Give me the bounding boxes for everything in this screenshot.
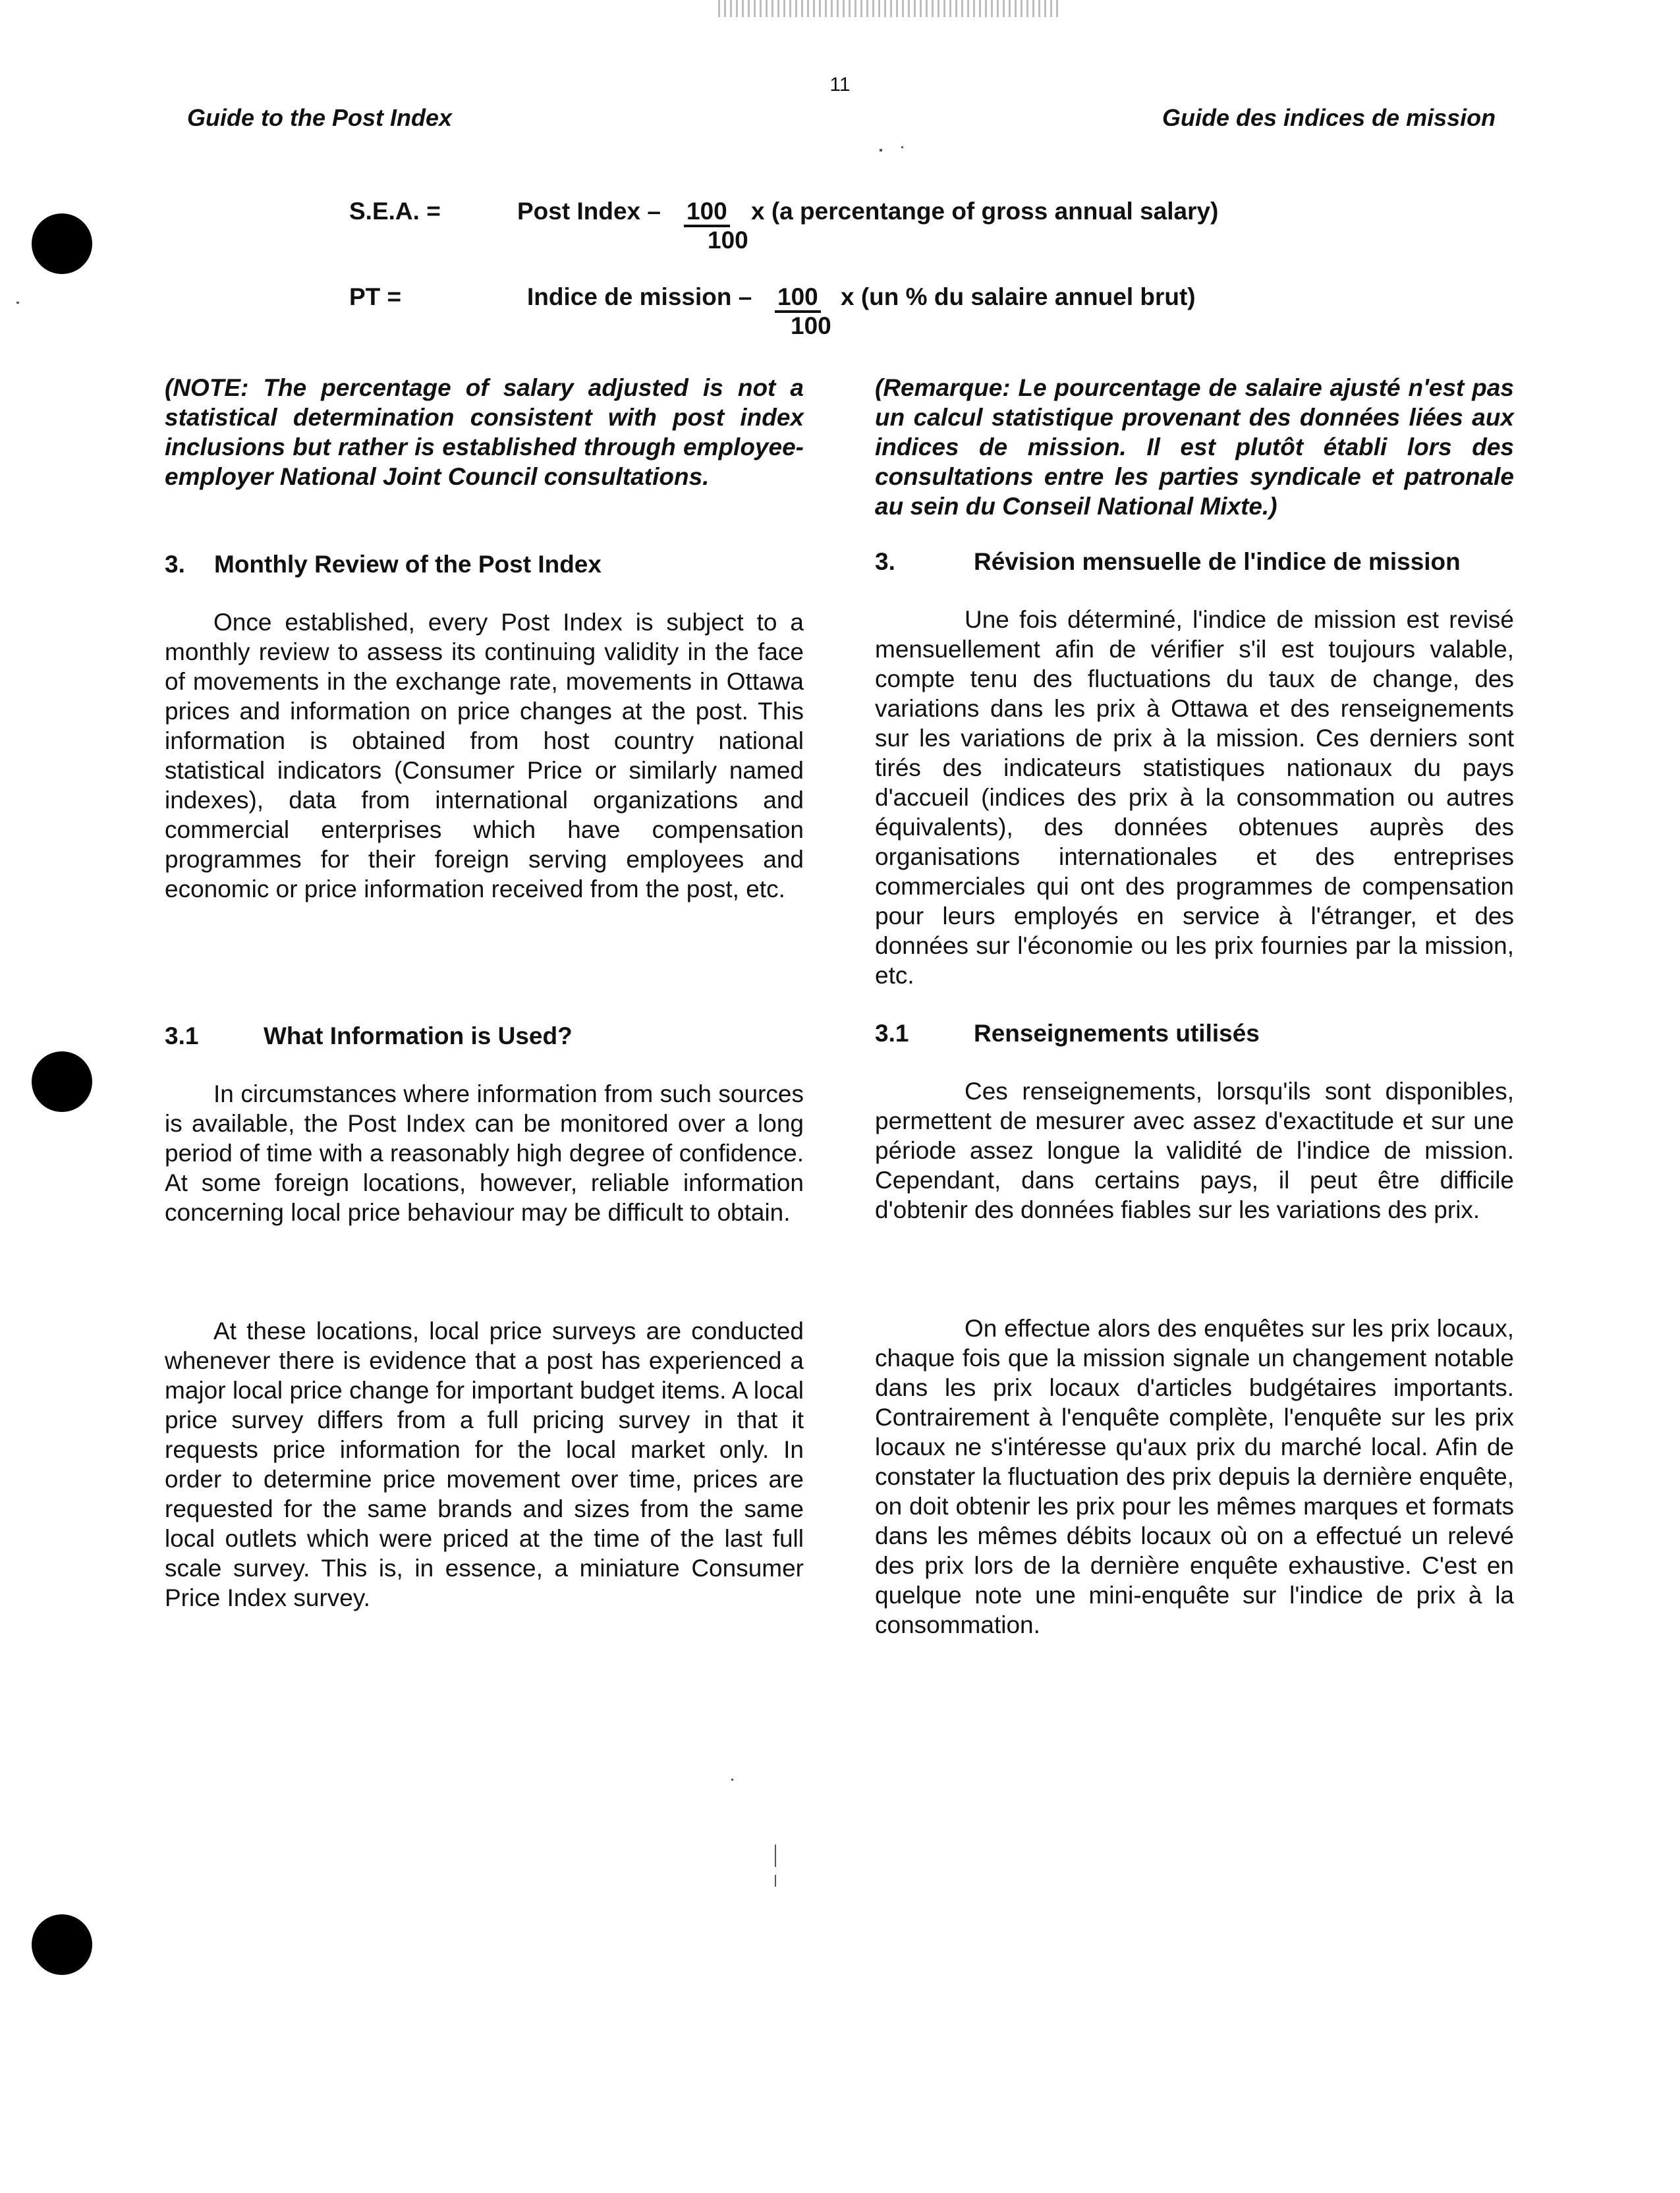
scan-speck <box>16 302 19 304</box>
formula-sea-term: Post Index – <box>517 198 661 225</box>
section-title: Renseignements utilisés <box>974 1020 1260 1047</box>
french-section31-paragraph2: On effectue alors des enquêtes sur les prix locaux, chaque fois que la mission signale un changement notable dans les prix locaux d'articles budgétaires importants. Contrairement à l'enquête complète, l'enquête sur les prix locaux ne s'intéresse qu'aux prix du marché local. Afin de constater la fluctuation des prix depuis la dernière enquête, on doit obtenir les prix pour les mêmes marques et formats dans les mêmes débits locaux où on a effectué un relevé des prix lors de la dernière enquête exhaustive. C'est en quelque note une mini-enquête sur l'indice de prix à la consommation. <box>875 1315 1514 1638</box>
punch-hole-top <box>32 213 92 274</box>
english-section3-heading <box>165 549 804 579</box>
scan-artifact-top <box>718 0 1061 17</box>
scan-speck <box>775 1875 776 1887</box>
page-number: 11 <box>829 74 851 96</box>
punch-hole-middle <box>32 1051 92 1112</box>
section-title: What Information is Used? <box>264 1022 573 1049</box>
english-section3-paragraph: Once established, every Post Index is subject to a monthly review to assess its continuing validity in the face of movements in the exchange rate, movements in Ottawa prices and information on price changes at the post. This information is obtained from host country national statistical indicators (Consumer Price or similarly named indexes), data from international organizations and commercial enterprises which have compensation programmes for their foreign serving employees and economic or price information received from the post, etc. <box>165 609 804 902</box>
scan-speck <box>775 1845 776 1867</box>
english-section31-paragraph2: At these locations, local price surveys are conducted whenever there is evidence that a post has experienced a major local price change for important budget items. A local price survey differs from a full pricing survey in that it requests price information for the local market only. In order to determine price movement over time, prices are requested for the same brands and sizes from the same local outlets which were priced at the time of the last full scale survey. This is, in essence, a miniature Consumer Price Index survey. <box>165 1318 804 1611</box>
section-title: Monthly Review of the Post Index <box>214 551 602 578</box>
french-section31-heading <box>875 1018 1514 1048</box>
scan-speck <box>880 149 882 152</box>
english-section31-paragraph1: In circumstances where information from such sources is available, the Post Index can be monitored over a long period of time with a reasonably high degree of confidence. At some foreign locations, however, reliable information concerning local price behaviour may be difficult to obtain. <box>165 1080 804 1226</box>
running-header-left: Guide to the Post Index <box>187 104 453 131</box>
formula-sea-lhs: S.E.A. = <box>349 198 441 225</box>
french-section31-paragraph1: Ces renseignements, lorsqu'ils sont disponibles, permettent de mesurer avec assez d'exactitude et sur une période assez longue la validité de l'indice de mission. Cependant, dans certains pays, il peut être difficile d'obtenir des données fiables sur les variations des prix. <box>875 1078 1514 1223</box>
english-note: (NOTE: The percentage of salary adjusted is not a statistical determination consistent with post index inclusions but rather is established through employee-employer National Joint Council consultations. <box>165 374 804 490</box>
french-section3-heading <box>875 547 1514 576</box>
formula-pt-numerator: 100 <box>775 283 821 311</box>
section-title: Révision mensuelle de l'indice de mission <box>974 548 1461 575</box>
section-number: 3. <box>165 551 185 578</box>
punch-hole-bottom <box>32 1914 92 1975</box>
french-note: (Remarque: Le pourcentage de salaire ajusté n'est pas un calcul statistique provenant des données liées aux indices de mission. Il est plutôt établi lors des consultations entre les parties syndicale et patronale au sein du Conseil National Mixte.) <box>875 374 1514 520</box>
french-section3-paragraph: Une fois déterminé, l'indice de mission est revisé mensuellement afin de vérifier s'il est toujours valable, compte tenu des fluctuations du taux de change, des variations dans les prix à Ottawa et des renseignements sur les variations de prix à la mission. Ces derniers sont tirés des indicateurs statistiques nationaux du pays d'accueil (indices des prix à la consommation ou autres équivalents), des données obtenues auprès des organisations internationales et des entreprises commerciales qui ont des programmes de compensation pour leurs employés en service à l'étranger, et des données sur l'économie ou les prix fournies par la mission, etc. <box>875 606 1514 989</box>
english-section31-heading <box>165 1021 804 1051</box>
formula-pt-lhs: PT = <box>349 283 402 310</box>
section-number: 3. <box>875 548 895 575</box>
scan-speck <box>901 146 903 148</box>
formula-sea-numerator: 100 <box>684 198 730 225</box>
section-number: 3.1 <box>875 1020 909 1047</box>
formula-pt-denominator: 100 <box>791 312 831 339</box>
formula-pt-tail: x (un % du salaire annuel brut) <box>841 283 1196 310</box>
scan-speck <box>731 1779 733 1781</box>
formula-pt-term: Indice de mission – <box>527 283 752 310</box>
running-header-right: Guide des indices de mission <box>1162 104 1496 131</box>
section-number: 3.1 <box>165 1022 199 1049</box>
formula-sea-tail: x (a percentange of gross annual salary) <box>751 198 1219 225</box>
formula-sea-denominator: 100 <box>708 227 748 254</box>
